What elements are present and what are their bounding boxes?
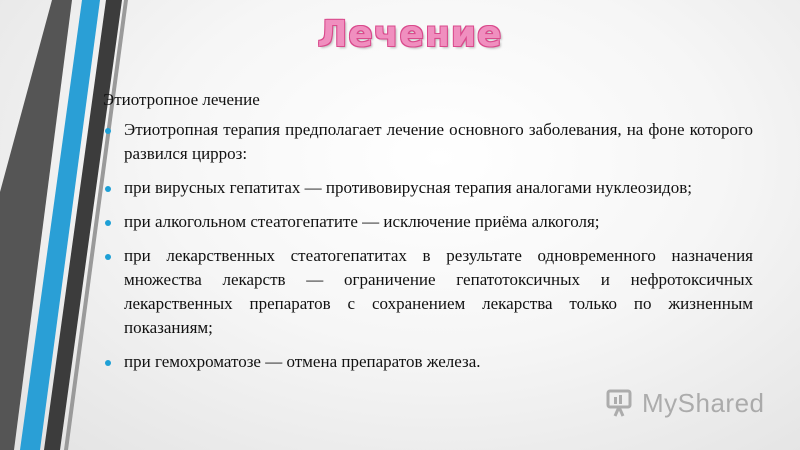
list-item-text: при лекарственных стеатогепатитах в результате одновременного назначения множества лекарств — ограничение гепатотоксичных и нефротоксичных лекарственных препаратов с сохранением лекарства только по жизненным показаниям; bbox=[124, 246, 753, 337]
watermark-text: MyShared bbox=[642, 387, 765, 418]
list-item-text: при вирусных гепатитах — противовирусная терапия аналогами нуклеозидов; bbox=[124, 178, 692, 197]
list-item bbox=[103, 118, 753, 166]
bullet-icon bbox=[105, 360, 111, 366]
list-item-text: при алкогольном стеатогепатите — исключение приёма алкоголя; bbox=[124, 212, 600, 231]
bullet-list bbox=[103, 118, 753, 374]
watermark-logo bbox=[606, 388, 765, 418]
presentation-board-icon bbox=[606, 388, 636, 418]
slide-content bbox=[103, 88, 753, 384]
slide-title: Лечение bbox=[317, 14, 503, 55]
list-item bbox=[103, 210, 753, 234]
bullet-icon bbox=[105, 128, 111, 134]
bullet-icon bbox=[105, 186, 111, 192]
section-subtitle: Этиотропное лечение bbox=[103, 90, 260, 109]
list-item bbox=[103, 176, 753, 200]
list-item-text: при гемохроматозе — отмена препаратов железа. bbox=[124, 352, 481, 371]
bullet-icon bbox=[105, 254, 111, 260]
bullet-icon bbox=[105, 220, 111, 226]
list-item bbox=[103, 244, 753, 340]
list-item bbox=[103, 350, 753, 374]
list-item-text: Этиотропная терапия предполагает лечение основного заболевания, на фоне которого развился цирроз: bbox=[124, 120, 753, 163]
